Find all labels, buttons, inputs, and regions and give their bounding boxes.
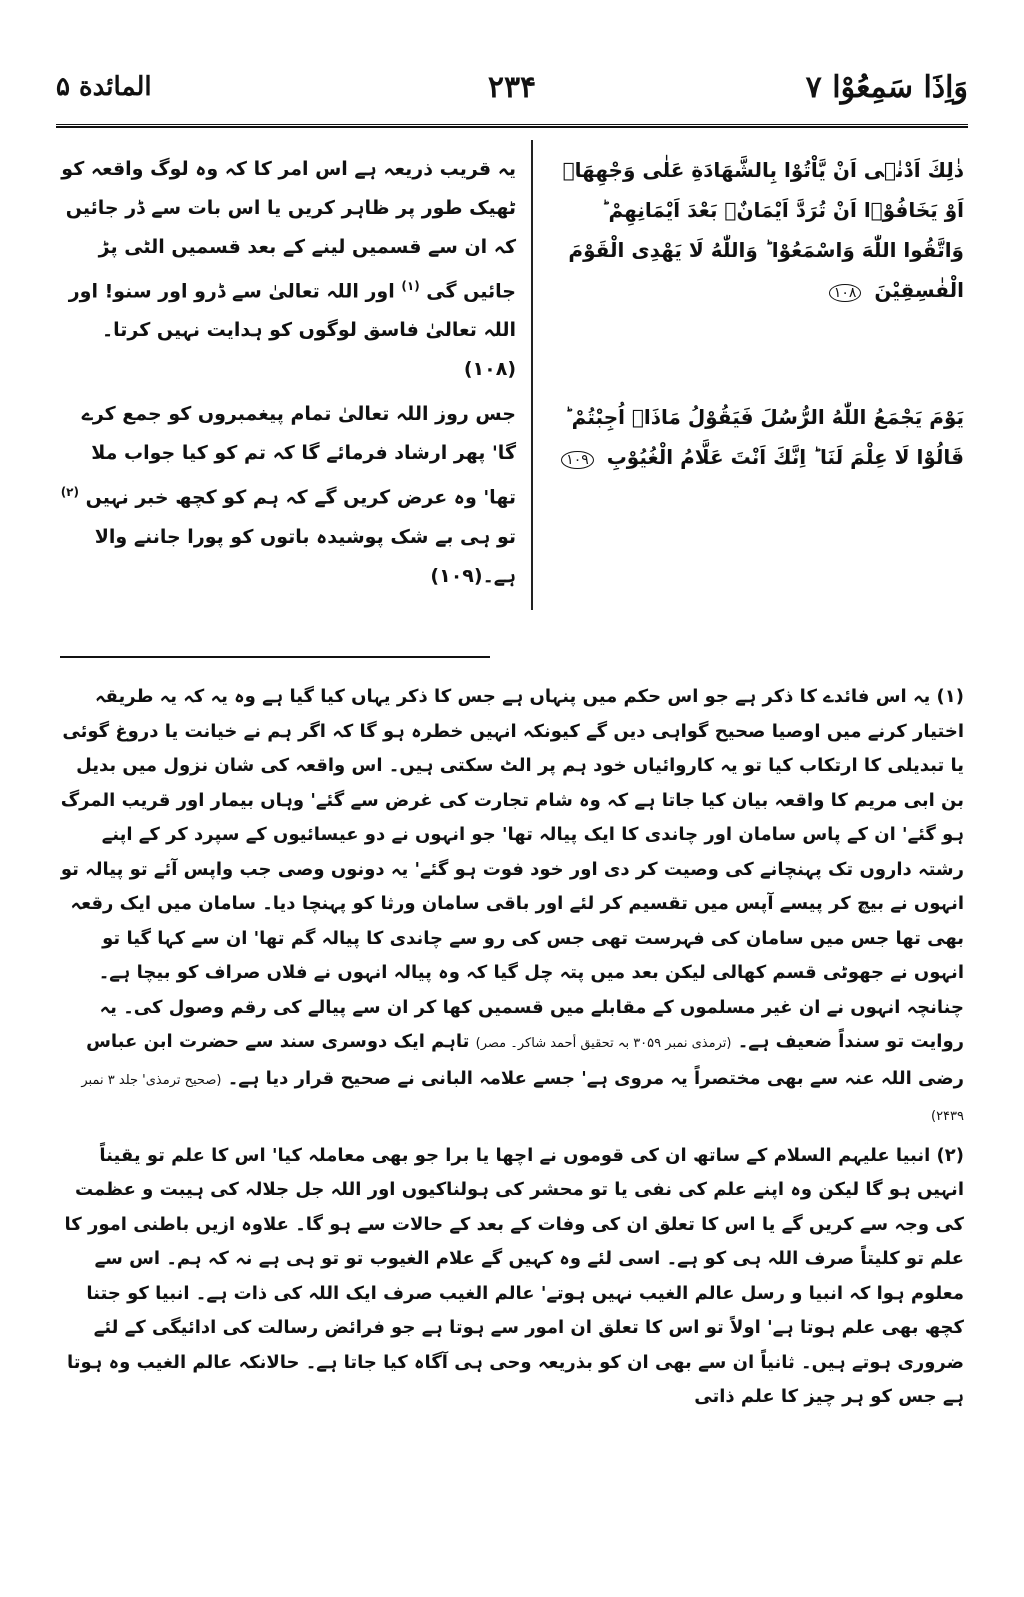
ayah-108-text: ذٰلِكَ اَدْنٰۤى اَنْ يَّاْتُوْا بِالشَّهَادَةِ عَلٰى وَجْهِهَاۤ اَوْ يَخَافُوْۤا اَنْ تُرَدَّ اَيْمَانٌۢ بَعْدَ اَيْمَانِهِمْ ؕ وَاتَّقُوا اللّٰهَ وَاسْمَعُوْا ؕ وَاللّٰهُ لَا يَهْدِى الْقَوْمَ الْفٰسِقِيْنَ (562, 158, 964, 302)
translation-109 (60, 395, 516, 595)
footnote-2 (60, 1139, 964, 1415)
ayah-109-text: يَوْمَ يَجْمَعُ اللّٰهُ الرُّسُلَ فَيَقُوْلُ مَاذَاۤ اُجِبْتُمْ ؕ قَالُوْا لَا عِلْمَ لَنَا ؕ اِنَّكَ اَنْتَ عَلَّامُ الْغُيُوْبِ (564, 405, 964, 469)
translation-108-part2: اور اللہ تعالیٰ سے ڈرو اور سنو! اور اللہ تعالیٰ فاسق لوگوں کو ہدایت نہیں کرتا۔(۱۰۸) (68, 280, 516, 381)
surah-title: المائدة ۵ (56, 72, 152, 102)
footnote-separator (60, 656, 490, 658)
footnote-ref-1: (۱) (401, 279, 420, 293)
footnote-1-citation-2: (صحیح ترمذی' جلد ۳ نمبر ۲۴۳۹) (81, 1072, 964, 1124)
page-header (56, 70, 968, 116)
ayah-109 (548, 397, 964, 480)
ayah-108 (548, 150, 964, 313)
translation-109-part2: تو ہی بے شک پوشیدہ باتوں کو پورا جاننے والا ہے۔(۱۰۹) (94, 525, 516, 587)
translation-109-part1: جس روز اللہ تعالیٰ تمام پیغمبروں کو جمع کرے گا' پھر ارشاد فرمائے گا کہ تم کو کیا جواب ملا تھا' وہ عرض کریں گے کہ ہم کو کچھ خبر نہیں (81, 403, 516, 509)
ayah-108-marker: ۱۰۸ (829, 284, 862, 302)
arabic-column (548, 150, 964, 564)
footnote-2-text: (۲) انبیا علیہم السلام کے ساتھ ان کی قوموں نے اچھا یا برا جو بھی معاملہ کیا' اس کا علم تو یقیناً انہیں ہو گا لیکن وہ اپنے علم کی نفی یا تو محشر کی ہولناکیوں اور اللہ جل جلالہ کی ہیبت و عظمت کی وجہ سے کریں گے یا اس کا تعلق ان کی وفات کے بعد کے حالات سے ہو گا۔ علاوہ ازیں باطنی امور کا علم تو کلیتاً صرف اللہ ہی کو ہے۔ اسی لئے وہ کہیں گے علام الغیوب تو تو ہی ہے نہ کہ ہم۔ اس سے معلوم ہوا کہ انبیا و رسل عالم الغیب نہیں ہوتے' عالم الغیب صرف ایک اللہ کی ذات ہے۔ انبیا کو جتنا کچھ بھی علم ہوتا ہے' اولاً تو اس کا تعلق ان امور سے ہوتا ہے جو فرائض رسالت کی ادائیگی کے لئے ضروری ہوتے ہیں۔ ثانیاً ان سے بھی ان کو بذریعہ وحی ہی آگاہ کیا جاتا ہے۔ حالانکہ عالم الغیب وہ ہوتا ہے جس کو ہر چیز کا علم ذاتی (64, 1144, 964, 1407)
page-number: ۲۳۴ (487, 70, 537, 105)
ayah-109-marker: ۱۰۹ (561, 451, 594, 469)
translation-108 (60, 150, 516, 389)
header-rule (56, 124, 968, 128)
footnote-1 (60, 680, 964, 1135)
column-divider (531, 140, 533, 610)
footnotes (60, 680, 964, 1415)
footnote-1-citation-1: (ترمذی نمبر ۳۰۵۹ بہ تحقیق أحمد شاکر۔ مصر) (475, 1036, 732, 1051)
translation-column (60, 150, 516, 602)
footnote-1-continuation: تاہم ایک دوسری سند سے حضرت ابن عباس رضی اللہ عنہ سے بھی مختصراً یہ مروی ہے' جسے علامہ البانی نے صحیح قرار دیا ہے۔ (86, 1031, 964, 1089)
footnote-ref-2: (۲) (60, 485, 79, 500)
translation-108-part1: یہ قریب ذریعہ ہے اس امر کا کہ وہ لوگ واقعہ کو ٹھیک طور پر ظاہر کریں یا اس بات سے ڈر جائیں کہ ان سے قسمیں لینے کے بعد قسمیں الٹی پڑ جائیں گی (61, 158, 516, 303)
footnote-1-text: (۱) یہ اس فائدے کا ذکر ہے جو اس حکم میں پنہاں ہے جس کا ذکر یہاں کیا گیا ہے وہ یہ کہ یہ طریقہ اختیار کرنے میں اوصیا صحیح گواہی دیں گے کیونکہ انہیں خطرہ ہو گا کہ اگر ہم نے خیانت یا دروغ گوئی یا تبدیلی کا ارتکاب کیا تو یہ کاروائیاں خود ہم پر الٹ سکتی ہیں۔ اس واقعہ کی شان نزول میں بدیل بن ابی مریم کا واقعہ بیان کیا جاتا ہے کہ وہ شام تجارت کی غرض سے گئے' وہاں بیمار اور قریب المرگ ہو گئے' ان کے پاس سامان اور چاندی کا ایک پیالہ تھا' جو انہوں نے دو عیسائیوں کے سپرد کر کے اپنے رشتہ داروں تک پہنچانے کی وصیت کر دی اور خود فوت ہو گئے' یہ دونوں وصی جب واپس آئے تو پیالہ تو انہوں نے بیچ کر پیسے آپس میں تقسیم کر لئے اور باقی سامان ورثا کو پہنچا دیا۔ سامان میں ایک رقعہ بھی تھا جس میں سامان کی فہرست تھی جس کی رو سے چاندی کا پیالہ گم تھا' ان سے کہا گیا تو انہوں نے جھوٹی قسم کھالی لیکن بعد میں پتہ چل گیا کہ وہ پیالہ انہوں نے فلاں صراف کو بیچا ہے۔ چنانچہ انہوں نے ان غیر مسلموں کے مقابلے میں قسمیں کھا کر ان سے پیالے کی رقم وصول کی۔ یہ روایت تو سنداً ضعیف ہے۔ (60, 686, 964, 1052)
juz-title: وَاِذَا سَمِعُوْا ۷ (805, 70, 968, 105)
